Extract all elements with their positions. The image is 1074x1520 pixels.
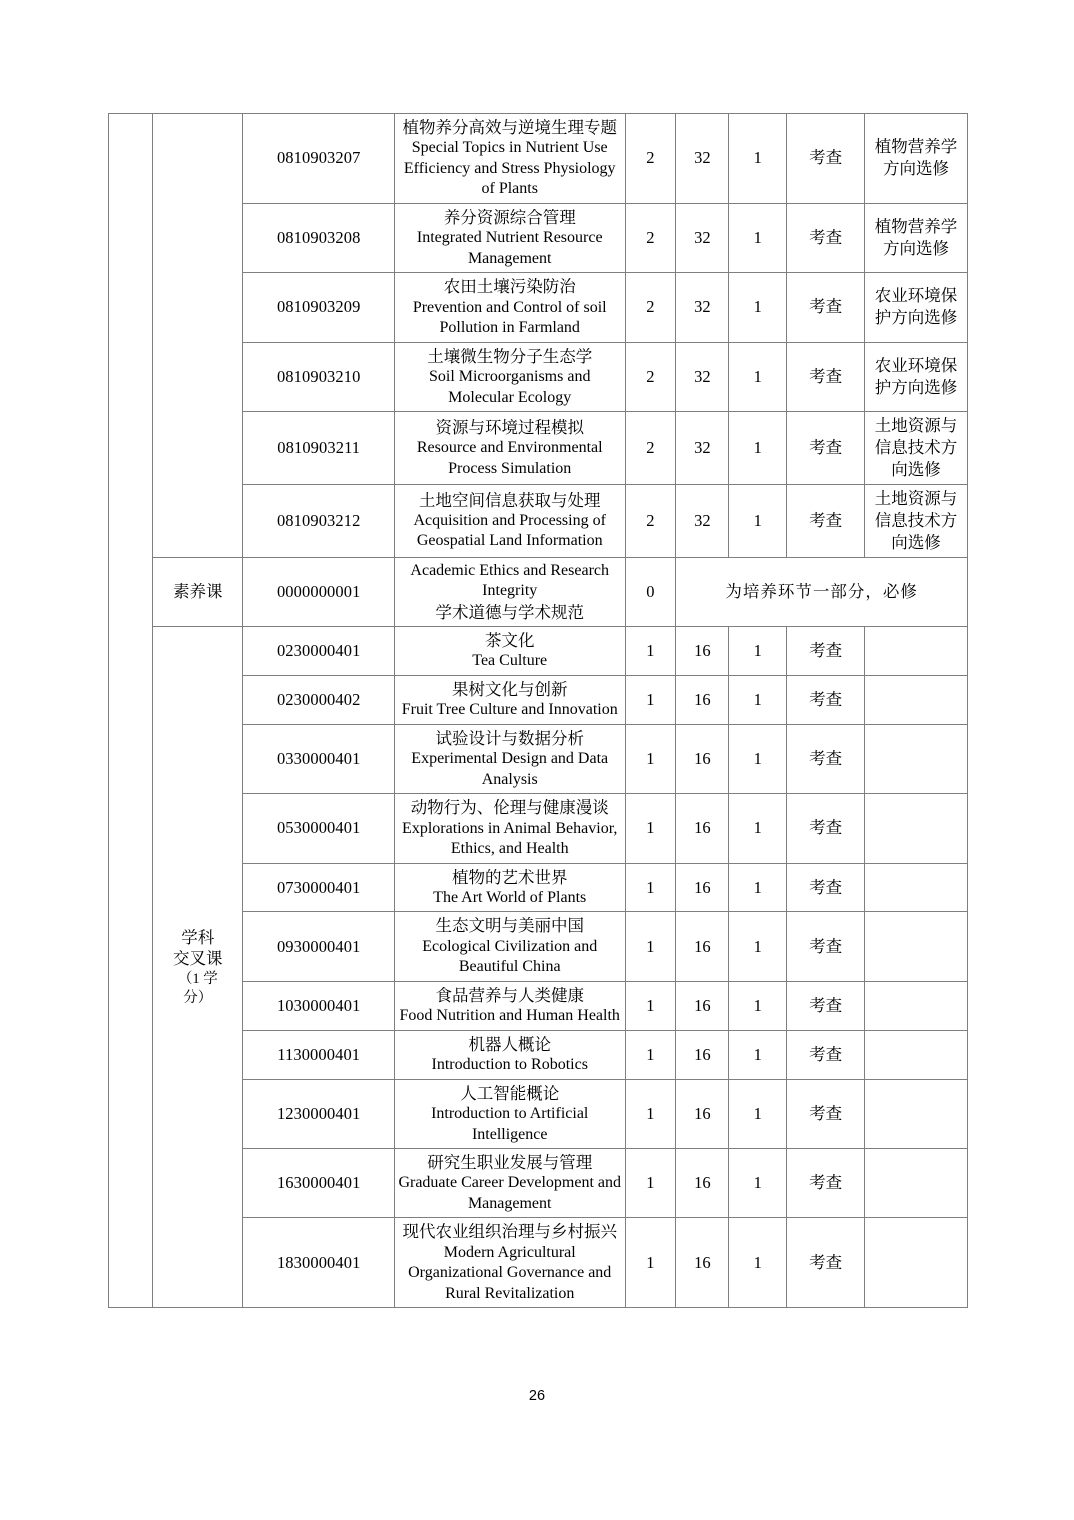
- course-name: [394, 273, 625, 342]
- course-hours: 16: [676, 1079, 729, 1148]
- course-code: 0810903208: [243, 203, 394, 272]
- course-name-cn: 生态文明与美丽中国: [435, 916, 584, 936]
- course-assessment: 考查: [787, 1030, 865, 1079]
- course-hours: 32: [676, 114, 729, 204]
- course-name: [394, 794, 625, 863]
- course-name: [394, 863, 625, 912]
- course-term: 1: [729, 114, 787, 204]
- course-term: 1: [729, 1030, 787, 1079]
- category-label-line4: 分）: [183, 989, 213, 1006]
- course-code: 0810903207: [243, 114, 394, 204]
- course-code: 0230000402: [243, 675, 394, 724]
- course-code: 0230000401: [243, 626, 394, 675]
- course-term: 1: [729, 1218, 787, 1308]
- course-name: [394, 411, 625, 484]
- course-remark: [865, 1149, 968, 1218]
- course-name: [394, 203, 625, 272]
- course-code: 1830000401: [243, 1218, 394, 1308]
- course-name-cn: 土壤微生物分子生态学: [427, 346, 593, 366]
- course-name-en: Academic Ethics and Research Integrity: [410, 561, 609, 600]
- course-hours: 16: [676, 626, 729, 675]
- course-assessment: 考查: [787, 675, 865, 724]
- course-code: 1030000401: [243, 981, 394, 1030]
- course-hours: 16: [676, 675, 729, 724]
- course-remark: [865, 626, 968, 675]
- course-name-en: Modern Agricultural Organizational Governance and Rural Revitalization: [408, 1243, 612, 1302]
- course-name-cn: 茶文化: [484, 630, 535, 650]
- course-credit: 2: [625, 411, 676, 484]
- course-term: 1: [729, 484, 787, 557]
- course-code: 0810903210: [243, 342, 394, 411]
- course-code: 1230000401: [243, 1079, 394, 1148]
- course-code: 0810903209: [243, 273, 394, 342]
- course-term: 1: [729, 411, 787, 484]
- course-name-en: Introduction to Artificial Intelligence: [431, 1105, 589, 1143]
- course-remark: 植物营养学方向选修: [865, 114, 968, 204]
- course-name-cn: 土地空间信息获取与处理: [418, 490, 601, 510]
- course-remark: [865, 1030, 968, 1079]
- course-code: 0330000401: [243, 724, 394, 793]
- course-remark: 农业环境保护方向选修: [865, 342, 968, 411]
- course-assessment: 考查: [787, 411, 865, 484]
- course-credit: 1: [625, 794, 676, 863]
- course-name-en: Ecological Civilization and Beautiful China: [422, 937, 598, 976]
- course-assessment: 考查: [787, 1149, 865, 1218]
- outer-spacer-cell: [109, 114, 153, 1308]
- course-remark: 土地资源与信息技术方向选修: [865, 484, 968, 557]
- course-hours: 32: [676, 273, 729, 342]
- course-credit: 1: [625, 626, 676, 675]
- course-name-en: Integrated Nutrient Resource Management: [416, 229, 603, 267]
- course-hours: 32: [676, 203, 729, 272]
- course-credit: 1: [625, 1079, 676, 1148]
- course-assessment: 考查: [787, 342, 865, 411]
- course-assessment: 考查: [787, 912, 865, 981]
- course-remark: 植物营养学方向选修: [865, 203, 968, 272]
- course-credit: 2: [625, 203, 676, 272]
- course-term: 1: [729, 863, 787, 912]
- course-remark: [865, 675, 968, 724]
- course-credit: 1: [625, 912, 676, 981]
- table-row: [109, 626, 968, 675]
- course-name-cn: 食品营养与人类健康: [435, 985, 584, 1005]
- course-hours: 16: [676, 1149, 729, 1218]
- course-code: 0730000401: [243, 863, 394, 912]
- course-name-en: Explorations in Animal Behavior, Ethics, and Health: [402, 819, 618, 858]
- course-name: [394, 912, 625, 981]
- course-name-en: Acquisition and Processing of Geospatial Land Information: [413, 511, 606, 550]
- category-label-line3: （1 学: [177, 970, 218, 987]
- course-hours: 16: [676, 1030, 729, 1079]
- course-remark: [865, 912, 968, 981]
- course-name-en: Graduate Career Development and Management: [398, 1174, 621, 1212]
- course-name: [394, 114, 625, 204]
- course-name-cn: 资源与环境过程模拟: [435, 417, 584, 437]
- course-hours: 32: [676, 484, 729, 557]
- course-assessment: 考查: [787, 114, 865, 204]
- course-table-container: [108, 113, 968, 1308]
- course-remark: [865, 1218, 968, 1308]
- course-assessment: 考查: [787, 484, 865, 557]
- course-name-cn: 农田土壤污染防治: [443, 277, 576, 297]
- course-name-cn: 研究生职业发展与管理: [427, 1153, 593, 1172]
- course-assessment: 考查: [787, 724, 865, 793]
- course-credit: 1: [625, 724, 676, 793]
- course-name-cn: 动物行为、伦理与健康漫谈: [410, 798, 609, 818]
- category-label-line1: 学科: [181, 927, 215, 947]
- course-credit: 2: [625, 342, 676, 411]
- course-name: [394, 1218, 625, 1308]
- course-remark: [865, 863, 968, 912]
- course-credit: 1: [625, 675, 676, 724]
- course-name: [394, 981, 625, 1030]
- course-code: 0530000401: [243, 794, 394, 863]
- table-row: [109, 557, 968, 626]
- course-name: [394, 1149, 625, 1218]
- course-name-en: Soil Microorganisms and Molecular Ecology: [428, 368, 591, 406]
- course-assessment: 考查: [787, 794, 865, 863]
- page-number: 26: [528, 1388, 546, 1404]
- course-term: 1: [729, 981, 787, 1030]
- course-remark: [865, 1079, 968, 1148]
- course-term: 1: [729, 912, 787, 981]
- course-assessment: 考查: [787, 1079, 865, 1148]
- course-name-cn: 植物养分高效与逆境生理专题: [402, 118, 617, 137]
- course-code: 1630000401: [243, 1149, 394, 1218]
- course-hours: 32: [676, 342, 729, 411]
- course-name-en: Tea Culture: [472, 652, 548, 670]
- course-assessment: 考查: [787, 981, 865, 1030]
- course-name-cn: 试验设计与数据分析: [435, 728, 584, 748]
- course-assessment: 考查: [787, 1218, 865, 1308]
- course-name: [394, 724, 625, 793]
- course-assessment: 考查: [787, 273, 865, 342]
- course-name-cn: 人工智能概论: [460, 1083, 560, 1103]
- course-remark: [865, 794, 968, 863]
- course-name-cn: 机器人概论: [468, 1034, 551, 1054]
- table-row: [109, 114, 968, 204]
- course-name-en: Fruit Tree Culture and Innovation: [401, 701, 618, 719]
- course-name-en: Prevention and Control of soil Pollution in Farmland: [412, 298, 607, 337]
- course-credit: 2: [625, 273, 676, 342]
- course-term: 1: [729, 724, 787, 793]
- category-cell-suyang: 素养课: [153, 557, 243, 626]
- course-term: 1: [729, 675, 787, 724]
- course-remark: 土地资源与信息技术方向选修: [865, 411, 968, 484]
- course-name-cn: 现代农业组织治理与乡村振兴: [402, 1222, 617, 1242]
- course-hours: 16: [676, 912, 729, 981]
- course-assessment: 考查: [787, 626, 865, 675]
- course-credit: 2: [625, 484, 676, 557]
- course-code: 0000000001: [243, 557, 394, 626]
- course-hours: 16: [676, 724, 729, 793]
- course-assessment: 考查: [787, 203, 865, 272]
- course-credit: 1: [625, 863, 676, 912]
- course-term: 1: [729, 794, 787, 863]
- course-assessment: 考查: [787, 863, 865, 912]
- course-credit: 0: [625, 557, 676, 626]
- course-credit: 1: [625, 1149, 676, 1218]
- course-name: [394, 557, 625, 626]
- course-term: 1: [729, 626, 787, 675]
- course-credit: 1: [625, 1218, 676, 1308]
- course-name: [394, 342, 625, 411]
- course-name-cn: 果树文化与创新: [451, 679, 568, 699]
- course-remark: [865, 724, 968, 793]
- course-hours: 16: [676, 794, 729, 863]
- course-code: 0810903212: [243, 484, 394, 557]
- course-remark: 农业环境保护方向选修: [865, 273, 968, 342]
- course-name: [394, 1030, 625, 1079]
- course-term: 1: [729, 1149, 787, 1218]
- course-name-en: Food Nutrition and Human Health: [399, 1007, 620, 1025]
- course-hours: 32: [676, 411, 729, 484]
- course-name-cn: 养分资源综合管理: [443, 207, 576, 227]
- course-name-en: Experimental Design and Data Analysis: [411, 750, 609, 788]
- training-note: 为培养环节一部分，必修: [676, 557, 968, 626]
- course-name: [394, 484, 625, 557]
- course-term: 1: [729, 342, 787, 411]
- course-name: [394, 1079, 625, 1148]
- course-term: 1: [729, 203, 787, 272]
- category-cell-direction-electives: [153, 114, 243, 558]
- course-term: 1: [729, 1079, 787, 1148]
- course-name-en: The Art World of Plants: [433, 888, 587, 906]
- category-cell-interdisciplinary: [153, 626, 243, 1307]
- course-hours: 16: [676, 863, 729, 912]
- course-credit: 1: [625, 981, 676, 1030]
- course-code: 1130000401: [243, 1030, 394, 1079]
- course-code: 0810903211: [243, 411, 394, 484]
- course-name-en: Resource and Environmental Process Simulation: [416, 439, 603, 477]
- course-name-cn: 学术道德与学术规范: [435, 602, 584, 622]
- course-name: [394, 675, 625, 724]
- course-hours: 16: [676, 981, 729, 1030]
- course-name-cn: 植物的艺术世界: [451, 867, 568, 887]
- course-name-en: Special Topics in Nutrient Use Efficiency and Stress Physiology of Plants: [403, 139, 616, 198]
- course-table: [108, 113, 968, 1308]
- course-hours: 16: [676, 1218, 729, 1308]
- course-code: 0930000401: [243, 912, 394, 981]
- course-credit: 2: [625, 114, 676, 204]
- course-term: 1: [729, 273, 787, 342]
- course-name-en: Introduction to Robotics: [431, 1056, 588, 1074]
- course-remark: [865, 981, 968, 1030]
- course-name: [394, 626, 625, 675]
- course-credit: 1: [625, 1030, 676, 1079]
- category-label-line2: 交叉课: [173, 949, 223, 969]
